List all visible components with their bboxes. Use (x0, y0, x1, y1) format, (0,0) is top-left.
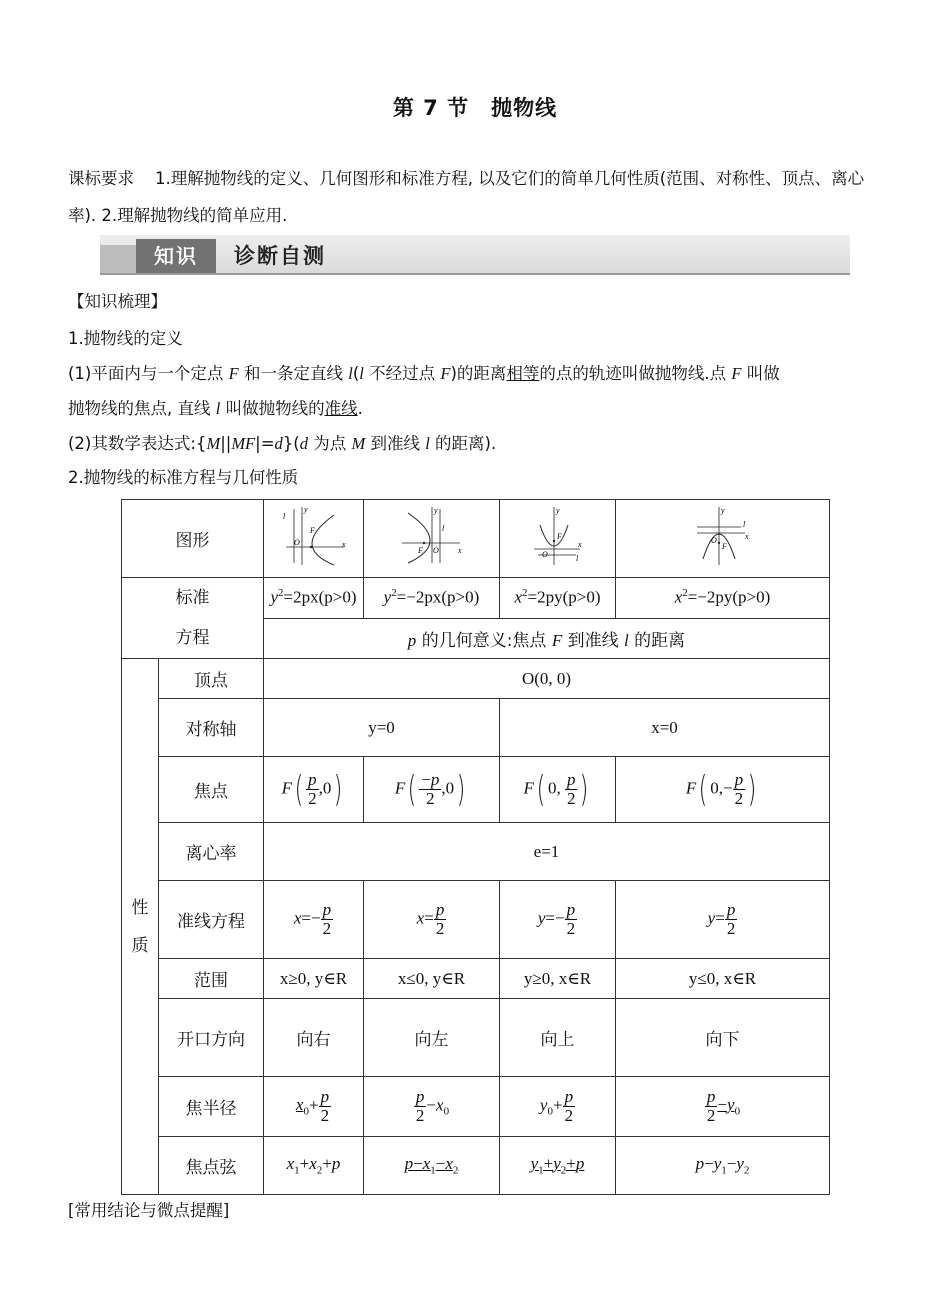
focal-chord-up: $y_1+y_2+p$ (500, 1137, 616, 1195)
table-heading: 2.抛物线的标准方程与几何性质 (68, 468, 299, 487)
graph-down (616, 500, 830, 578)
directrix-right: x=− $\frac{p}{2}$ (264, 881, 364, 959)
page-title: 第 7 节 抛物线 (392, 96, 558, 120)
requirement-text: 1.理解抛物线的定义、几何图形和标准方程, 以及它们的简单几何性质(范围、对称性、顶点、离心率). 2.理解抛物线的简单应用. (68, 169, 865, 225)
opening-up: 向上 (500, 999, 616, 1077)
parabola-down-graph (691, 503, 755, 569)
axis-label: 对称轴 (159, 699, 264, 757)
svg-text:x: x (341, 540, 346, 549)
parabola-properties-table (121, 499, 830, 1195)
equation-right: $y^2=2px(p>0)$ (264, 578, 364, 619)
curriculum-requirement (68, 160, 880, 234)
svg-text:x: x (744, 532, 749, 541)
svg-text:O: O (710, 536, 717, 545)
svg-text:y: y (303, 505, 308, 514)
svg-text:l: l (441, 524, 444, 533)
row-label-standard-equation: 标准 方程 (122, 578, 264, 659)
graph-left (364, 500, 500, 578)
svg-text:F: F (417, 546, 423, 555)
range-down: y≤0, x∈R (616, 959, 830, 999)
opening-label: 开口方向 (159, 999, 264, 1077)
focal-radius-down: $\frac{p}{2}$ $-y_0$ (616, 1077, 830, 1137)
focal-chord-down: $p-y_1-y_2$ (616, 1137, 830, 1195)
svg-text:F: F (721, 542, 727, 551)
requirement-label: 课标要求 (68, 169, 134, 188)
svg-text:F: F (556, 532, 562, 541)
table-row (122, 1137, 830, 1195)
directrix-label: 准线方程 (159, 881, 264, 959)
focus-label: 焦点 (159, 757, 264, 823)
svg-text:F: F (309, 526, 315, 535)
table-row (122, 659, 830, 699)
table-row (122, 999, 830, 1077)
eccentricity-value: e=1 (264, 823, 830, 881)
table-row (122, 823, 830, 881)
range-right: x≥0, y∈R (264, 959, 364, 999)
table-row (122, 578, 830, 619)
focal-radius-up: $y_0+$ $\frac{p}{2}$ (500, 1077, 616, 1137)
property-label: 性 质 (122, 659, 159, 1195)
parabola-up-graph (528, 503, 588, 569)
vertex-label: 顶点 (159, 659, 264, 699)
axis-value-y: x=0 (500, 699, 830, 757)
svg-text:l: l (742, 520, 745, 529)
eccentricity-label: 离心率 (159, 823, 264, 881)
opening-down: 向下 (616, 999, 830, 1077)
svg-text:y: y (555, 506, 560, 515)
svg-text:O: O (432, 546, 439, 555)
definition-paragraph-2: (2)其数学表达式:{M||MF|=d}(d 为点 M 到准线 l 的距离). (68, 434, 497, 453)
directrix-down: y= $\frac{p}{2}$ (616, 881, 830, 959)
focus-down: F( 0,− $\frac{p}{2}$ ) (616, 757, 830, 823)
table-row (122, 959, 830, 999)
banner-tab: 知识 (136, 239, 216, 273)
row-label-graph: 图形 (122, 500, 264, 578)
range-up: y≥0, x∈R (500, 959, 616, 999)
section-banner (100, 235, 850, 275)
graph-up (500, 500, 616, 578)
svg-text:O: O (541, 550, 548, 559)
focal-chord-left: $p-x_1-x_2$ (364, 1137, 500, 1195)
focal-radius-left: $\frac{p}{2}$ $-x_0$ (364, 1077, 500, 1137)
table-row (122, 881, 830, 959)
definition-heading: 1.抛物线的定义 (68, 329, 183, 348)
range-left: x≤0, y∈R (364, 959, 500, 999)
svg-text:x: x (577, 540, 582, 549)
svg-text:y: y (433, 506, 438, 515)
vertex-value: O(0, 0) (264, 659, 830, 699)
range-label: 范围 (159, 959, 264, 999)
focal-radius-right: $x_0+$ $\frac{p}{2}$ (264, 1077, 364, 1137)
table-row (122, 500, 830, 578)
directrix-up: y=− $\frac{p}{2}$ (500, 881, 616, 959)
axis-value-x: y=0 (264, 699, 500, 757)
p-meaning: p 的几何意义:焦点 F 到准线 l 的距离 (264, 618, 830, 659)
banner-title: 诊断自测 (234, 244, 326, 268)
equation-down: $x^2=-2py(p>0)$ (616, 578, 830, 619)
svg-text:O: O (293, 538, 300, 547)
directrix-left: x= $\frac{p}{2}$ (364, 881, 500, 959)
focus-right: F( $\frac{p}{2}$ ,0) (264, 757, 364, 823)
answer-equal: 相等 (506, 364, 540, 383)
svg-text:x: x (457, 546, 462, 555)
opening-right: 向右 (264, 999, 364, 1077)
focal-chord-right: $x_1+x_2+p$ (264, 1137, 364, 1195)
equation-left: $y^2=-2px(p>0)$ (364, 578, 500, 619)
focal-chord-label: 焦点弦 (159, 1137, 264, 1195)
definition-paragraph-1: (1)平面内与一个定点 F 和一条定直线 l(l 不经过点 F)的距离相等的点的轨迹叫做抛物线.点 F 叫做 (68, 364, 780, 383)
equation-up: $x^2=2py(p>0)$ (500, 578, 616, 619)
opening-left: 向左 (364, 999, 500, 1077)
graph-right (264, 500, 364, 578)
svg-text:y: y (720, 506, 725, 515)
parabola-left-graph (396, 503, 468, 569)
svg-text:l: l (282, 512, 285, 521)
answer-directrix: 准线 (324, 399, 358, 418)
table-row (122, 757, 830, 823)
focal-radius-label: 焦半径 (159, 1077, 264, 1137)
definition-paragraph-1b: 抛物线的焦点, 直线 l 叫做抛物线的准线. (68, 399, 363, 418)
table-row (122, 699, 830, 757)
svg-text:l: l (575, 554, 578, 563)
table-row (122, 1077, 830, 1137)
footer-heading: [常用结论与微点提醒] (68, 1201, 230, 1220)
parabola-right-graph (278, 503, 350, 569)
section-heading: 【知识梳理】 (68, 292, 167, 311)
focus-up: F( 0, $\frac{p}{2}$ ) (500, 757, 616, 823)
focus-left: F( $\frac{-p}{2}$ ,0) (364, 757, 500, 823)
